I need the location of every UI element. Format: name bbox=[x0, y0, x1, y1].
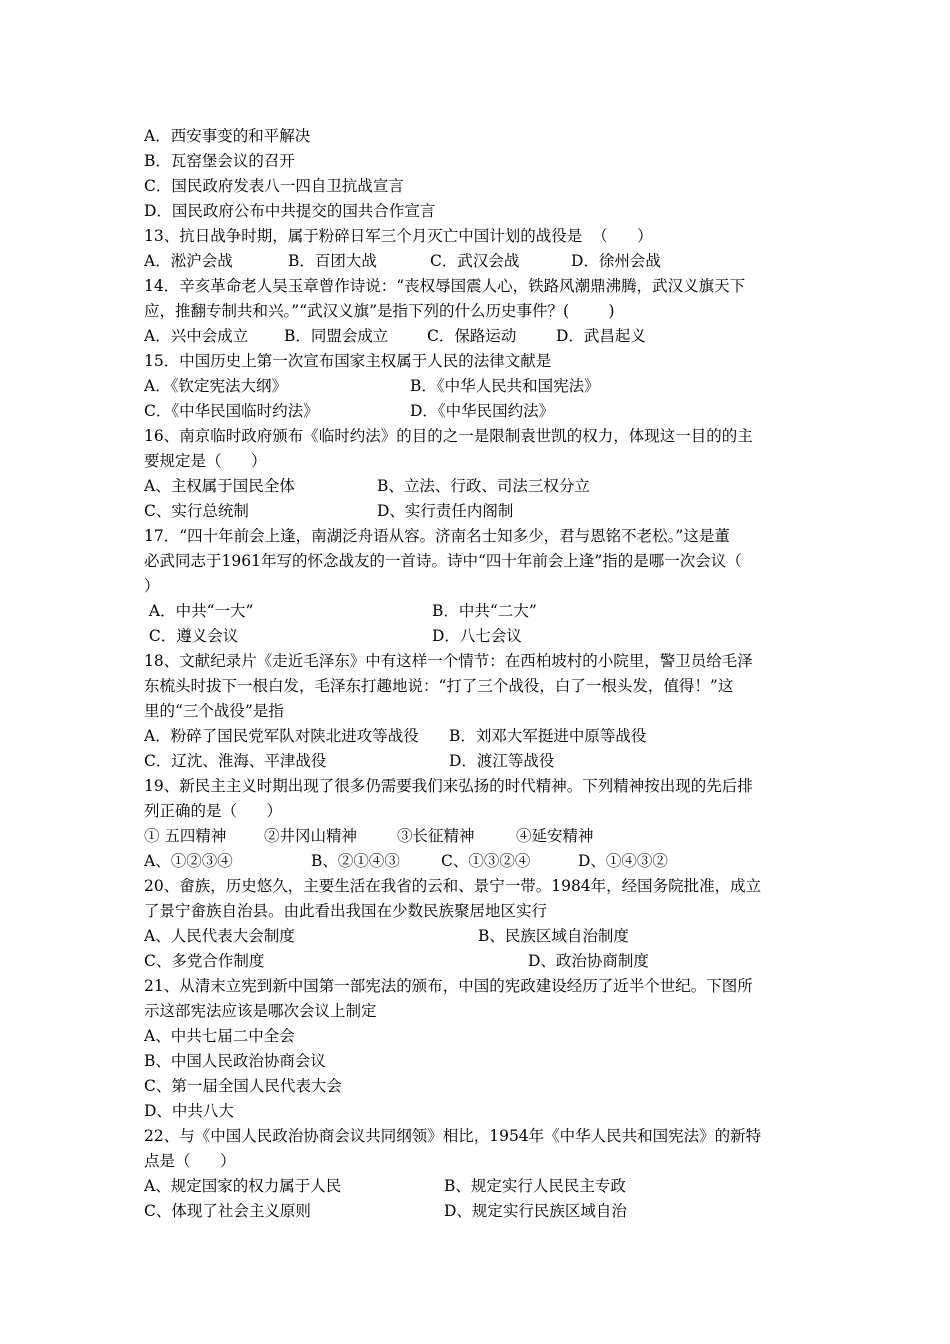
option-text: C．辽沈、淮海、平津战役 bbox=[144, 752, 327, 770]
option-text: D．《中华民国约法》 bbox=[410, 402, 555, 420]
option-text: B、立法、行政、司法三权分立 bbox=[377, 477, 590, 495]
option-text: D．八七会议 bbox=[432, 627, 522, 645]
option-row bbox=[144, 324, 824, 348]
option-row bbox=[144, 374, 824, 398]
option-row bbox=[144, 924, 824, 948]
option-text: B、②①④③ bbox=[311, 852, 400, 870]
text-line: 22、与《中国人民政治协商会议共同纲领》相比，1954年《中华人民共和国宪法》的新特 bbox=[144, 1127, 762, 1145]
option-text: A．《钦定宪法大纲》 bbox=[144, 377, 287, 395]
option-row bbox=[144, 599, 824, 623]
text-line: C、第一届全国人民代表大会 bbox=[144, 1077, 342, 1095]
option-text: D、政治协商制度 bbox=[528, 952, 649, 970]
option-text: C、体现了社会主义原则 bbox=[144, 1202, 311, 1220]
option-text: C．保路运动 bbox=[427, 327, 517, 345]
option-row bbox=[144, 749, 824, 773]
option-text: ① 五四精神 bbox=[144, 827, 227, 845]
text-line: 19、新民主主义时期出现了很多仍需要我们来弘扬的时代精神。下列精神按出现的先后排 bbox=[144, 777, 753, 795]
option-text: ②井冈山精神 bbox=[264, 827, 358, 845]
text-line: B．瓦窑堡会议的召开 bbox=[144, 152, 295, 170]
option-text: ④延安精神 bbox=[516, 827, 594, 845]
text-line: 20、畲族，历史悠久，主要生活在我省的云和、景宁一带。1984年，经国务院批准，成立 bbox=[144, 877, 762, 895]
option-text: C．《中华民国临时约法》 bbox=[144, 402, 319, 420]
option-text: ③长征精神 bbox=[397, 827, 475, 845]
text-line: 要规定是（ ） bbox=[144, 452, 267, 470]
text-line: A．西安事变的和平解决 bbox=[144, 127, 311, 145]
option-text: A．中共“一大” bbox=[144, 602, 254, 620]
option-text: A．淞沪会战 bbox=[144, 252, 233, 270]
option-text: B．同盟会成立 bbox=[284, 327, 389, 345]
option-text: B．刘邓大军挺进中原等战役 bbox=[449, 727, 647, 745]
text-line: D、中共八大 bbox=[144, 1102, 234, 1120]
option-text: B．中共“二大” bbox=[432, 602, 537, 620]
option-row bbox=[144, 624, 824, 648]
option-row bbox=[144, 849, 824, 873]
option-text: A、①②③④ bbox=[144, 852, 233, 870]
text-line: 应，推翻专制共和兴。”“武汉义旗”是指下列的什么历史事件？( ) bbox=[144, 302, 615, 320]
text-line: 东梳头时拔下一根白发，毛泽东打趣地说：“打了三个战役，白了一根头发，值得！”这 bbox=[144, 677, 734, 695]
text-line: 点是（ ） bbox=[144, 1152, 236, 1170]
option-text: C、多党合作制度 bbox=[144, 952, 265, 970]
text-line: A、中共七届二中全会 bbox=[144, 1027, 295, 1045]
option-text: D、①④③② bbox=[578, 852, 668, 870]
option-text: A．兴中会成立 bbox=[144, 327, 249, 345]
text-line: 必武同志于1961年写的怀念战友的一首诗。诗中“四十年前会上逢”指的是哪一次会议（ bbox=[144, 552, 742, 570]
option-text: A、人民代表大会制度 bbox=[144, 927, 295, 945]
text-line: D．国民政府公布中共提交的国共合作宣言 bbox=[144, 202, 436, 220]
option-row bbox=[144, 1174, 824, 1198]
text-line: 15．中国历史上第一次宣布国家主权属于人民的法律文献是 bbox=[144, 352, 552, 370]
text-line: B、中国人民政治协商会议 bbox=[144, 1052, 326, 1070]
option-text: B．百团大战 bbox=[288, 252, 377, 270]
text-line: ） bbox=[144, 577, 160, 595]
option-text: C、①③②④ bbox=[441, 852, 531, 870]
text-line: 17．“四十年前会上逢，南湖泛舟语从容。济南名士知多少，君与恩铭不老松。”这是董 bbox=[144, 527, 730, 545]
option-row bbox=[144, 949, 824, 973]
text-line: 了景宁畲族自治县。由此看出我国在少数民族聚居地区实行 bbox=[144, 902, 548, 920]
text-line: 13、抗日战争时期，属于粉碎日军三个月灭亡中国计划的战役是 （ ） bbox=[144, 227, 653, 245]
option-row bbox=[144, 399, 824, 423]
text-line: 14．辛亥革命老人吴玉章曾作诗说：“丧权辱国震人心，铁路风潮鼎沸腾，武汉义旗天下 bbox=[144, 277, 746, 295]
option-text: A、规定国家的权力属于人民 bbox=[144, 1177, 342, 1195]
option-row bbox=[144, 724, 824, 748]
option-text: D、规定实行民族区域自治 bbox=[444, 1202, 627, 1220]
option-text: B．《中华人民共和国宪法》 bbox=[410, 377, 600, 395]
option-row bbox=[144, 474, 824, 498]
text-line: 21、从清末立宪到新中国第一部宪法的颁布，中国的宪政建设经历了近半个世纪。下图所 bbox=[144, 977, 753, 995]
option-text: D．武昌起义 bbox=[556, 327, 646, 345]
text-line: 16、南京临时政府颁布《临时约法》的目的之一是限制袁世凯的权力，体现这一目的的主 bbox=[144, 427, 753, 445]
text-line: 里的“三个战役”是指 bbox=[144, 702, 284, 720]
option-row bbox=[144, 824, 824, 848]
text-line: 列正确的是（ ） bbox=[144, 802, 283, 820]
option-row bbox=[144, 249, 824, 273]
option-text: C、实行总统制 bbox=[144, 502, 249, 520]
option-text: B、规定实行人民民主专政 bbox=[444, 1177, 626, 1195]
option-row bbox=[144, 499, 824, 523]
option-text: D．徐州会战 bbox=[571, 252, 661, 270]
option-text: B、民族区域自治制度 bbox=[478, 927, 629, 945]
option-text: A．粉碎了国民党军队对陕北进攻等战役 bbox=[144, 727, 419, 745]
option-text: A、主权属于国民全体 bbox=[144, 477, 295, 495]
option-text: C．武汉会战 bbox=[430, 252, 520, 270]
text-line: C．国民政府发表八一四自卫抗战宣言 bbox=[144, 177, 404, 195]
option-text: D、实行责任内阁制 bbox=[377, 502, 514, 520]
text-line: 18、文献纪录片《走近毛泽东》中有这样一个情节：在西柏坡村的小院里，警卫员给毛泽 bbox=[144, 652, 753, 670]
option-text: D．渡江等战役 bbox=[449, 752, 555, 770]
option-text: C．遵义会议 bbox=[144, 627, 239, 645]
option-row bbox=[144, 1199, 824, 1223]
text-line: 示这部宪法应该是哪次会议上制定 bbox=[144, 1002, 377, 1020]
